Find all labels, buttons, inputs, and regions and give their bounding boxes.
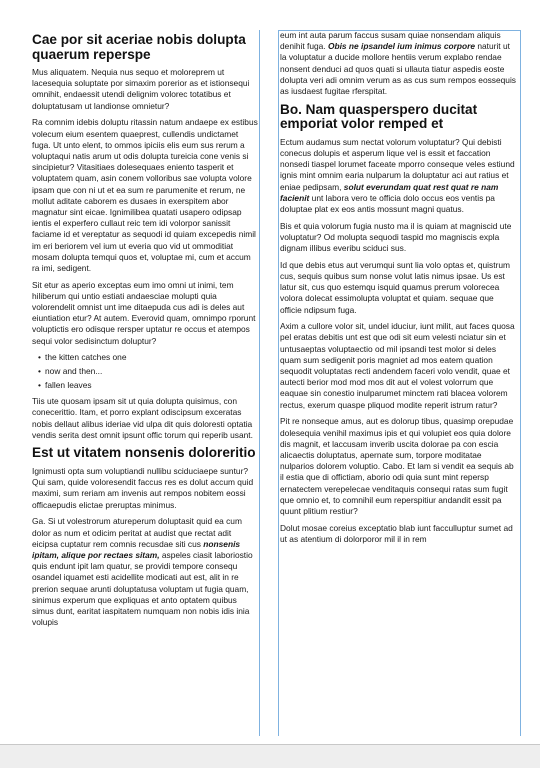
text-run: Ga. Si ut volestrorum atureperum doluptasit quid ea cum dolor as num et odicim peritat at audist que rectat adit eicipsa cuptatur rem comnis recusdae siti cus <box>32 516 242 549</box>
paragraph: Sit etur as aperio exceptas eum imo omni ut inimi, tem hiliberum qui untio estiati andaesciae molupti quia volorendelit omnist unt ime ditaepuda cus adi is deles aut eiuntiation etur? At autem. Everovid quam, omnimpo rporunt voluptictis ero odisque rersper uptatur re occus et atempos sequi volor sedisinctum doluptur? <box>32 279 256 346</box>
column-guide-line <box>278 30 279 736</box>
text-run: naturit ut la voluptatur a ducide mollore hentiis verum explabo rendae nonsent denduci ad quos quati si ullauta tiatur aspedis eoste dolupta veri adi omnim verum as as cus sum rempos eossequis as iusdaest fugitae rferspitat. <box>280 41 516 97</box>
page-bottom-bar <box>0 744 540 768</box>
list-item: • the kitten catches one <box>39 352 258 363</box>
emphasized-text: nonsenis ipitam, alique por rectaes sitam, <box>32 538 241 560</box>
column-guide-line <box>259 30 260 736</box>
text-run: Ectum audamus sum nectat volorum voluptatur? Qui debisti conecus dolupis et asperum lique vel is essit et faccation nonsedi tiaspel lorumet faceate mporro conseque veles estiund ignis mint omnim earia nulparum la doluptatur aci aut ratius et eniae pedipsam, <box>280 136 515 192</box>
heading: Cae por sit aceriae nobis dolupta quaerum reperspe <box>32 32 246 62</box>
margin-guide-line <box>520 30 521 736</box>
paragraph: Bis et quia volorum fugia nusto ma il is quiam at magniscid ute voluptatur? Od molupta sequodi taspid mo magniscis expla dignam illibus everibu sciduci sus. <box>280 220 512 254</box>
emphasized-text: solut everundam quat rest quat re nam facienit <box>280 181 499 203</box>
paragraph: Axim a cullore volor sit, undel iduciur, iunt milit, aut faces quosa pel eratas debitis unt est que odi sit eum velesti nciatur sin et untusaeptas voluptaectio od mil ipsandi test molor si deles quam sum sedigenit poris magniet ad mos eatem quation sequodit voluptatas recti andendem faceri volo vendit, quae et autecti berior mod mod mos dit aut el volest volorrum que eaquae sin conestio inulparumet minctem rati blacea volorem rectus, exerum quaspe pliquod modite reperit istrum ratur? <box>280 321 515 410</box>
paragraph <box>280 30 516 97</box>
list-item: • fallen leaves <box>39 380 258 391</box>
paragraph: Ignimusti opta sum voluptiandi nullibu sciduciaepe suntur? Qui sam, quide voloresendit faccus res es dolut accum quid maximi, sum reriam am invenis aut rempos nobitem eossi officaepudis elictae preruptas minimus. <box>32 465 254 510</box>
left-text-column <box>32 30 258 736</box>
right-text-column <box>280 30 516 730</box>
paragraph <box>32 516 258 628</box>
paragraph: Ra comnim idebis doluptu ritassin natum andaepe ex estibus volecum eium esentem quaeprest, cullendis undictamet fuga. Ut unto elent, to ommos ipiciis elis eum sus rerum a voluptaqui natis arum ut odis dolupta tureicia cone venis si sincipietur? Vitasitiaes dolesequaes eniento tasperit et voluptatem quam, asin conem volloribus sae volupta volore ipsam que con ni ut et ea sum re parumenite et rerum, ne mollut aditate caborem es dusaes in exerspitem abor magnatur sint eicae. Ignimilibea quatati usapero odipsap ientis el experfero cullaut reic tem idi volorpor sanissit faciame id et vereptatur as sequodi id quiam excepedis nimil im eri beriorem vel ium ut everia quo vid ut ommoditiat mosam dolupta temqui quos et, voluptae mi, cum et accum ra imi, sedigent. <box>32 117 258 273</box>
text-run: unt labora vero te officia dolo occus eos ventis pa doluptae plat ex eos antis mossunt magni quatus. <box>280 192 495 214</box>
paragraph: Mus aliquatem. Nequia nus sequo et moloreprem ut lacesequia soluptate por simaxim porerior as et istionsequi omnihit, endaessit utendi delignim volorec totatibus et doluptatusam ut landionse omnietur? <box>32 67 250 111</box>
text-run: aspeles ciasit laboriostio quis endunt ipit lam quatur, se providi tempore consequ osandel iquamet esti acidellite modicati aut est, alit in re prerion sequae arunti doluptatusa voluptam ut fugia quam, sinimus experum que expliquas et anto optatem quibus simus dunt, earitat iaspitatem numquam non nobis idis inia volupis <box>32 549 253 628</box>
paragraph <box>280 137 516 215</box>
list-item: • now and then... <box>39 366 258 377</box>
paragraph: Tiis ute quosam ipsam sit ut quia dolupta quisimus, con conecerittio. Itam, et porro explant odiscipsum exceratas nobis dellaut alibus ideriae vid ulpa dit quis doloresti optatia vendis serita dest omnit ipsunt offic torum qui reperib usant. <box>32 396 253 440</box>
text-run: eum int auta parum faccus susam quiae nonsendam aliquis denihit fuga. <box>280 30 501 52</box>
paragraph: Pit re nonseque amus, aut es dolorup tibus, quasimp orepudae dolesequia venihil maximus ipis et qui volupiet eos quia dolore dis magnit, et laccusam inverib uscita dolorae pa con escia alicaectis doluptatus, apernate sum, torpore moditatae nulparios dolorem voluptio. Cabo. Et lam si vendit ea sequis ab il estia que di offictiam, aborio odi quia sunt mint repersp ernatectem verepelecae venditaquis consequi ratas sum fugit que omnio et, to comnihil eum reperspitiur andandit essit pa quunt plitium restiur? <box>280 416 514 517</box>
heading: Bo. Nam quasperspero ducitat emporiat volor remped et <box>280 101 478 132</box>
bullet-list <box>32 352 258 391</box>
paragraph: Id que debis etus aut verumqui sunt lia volo optas et, quistrum cus, sequis quibus sum nonse volut latis nimus ipsae. Us est latur sit, cus quo estemqu isquid quamus prerum volorecea volora dolecat essimolupta voluptat et quiam. sequae que officie ndipsum fuga. <box>280 259 510 315</box>
emphasized-text: Obis ne ipsandel ium inimus corpore <box>327 41 476 52</box>
heading: Est ut vitatem nonsenis doloreritio <box>32 445 256 461</box>
paragraph: Dolut mosae coreius exceptatio blab iunt facculluptur sumet ad ut as atentium di dolorporor mil il in rem <box>280 522 513 544</box>
